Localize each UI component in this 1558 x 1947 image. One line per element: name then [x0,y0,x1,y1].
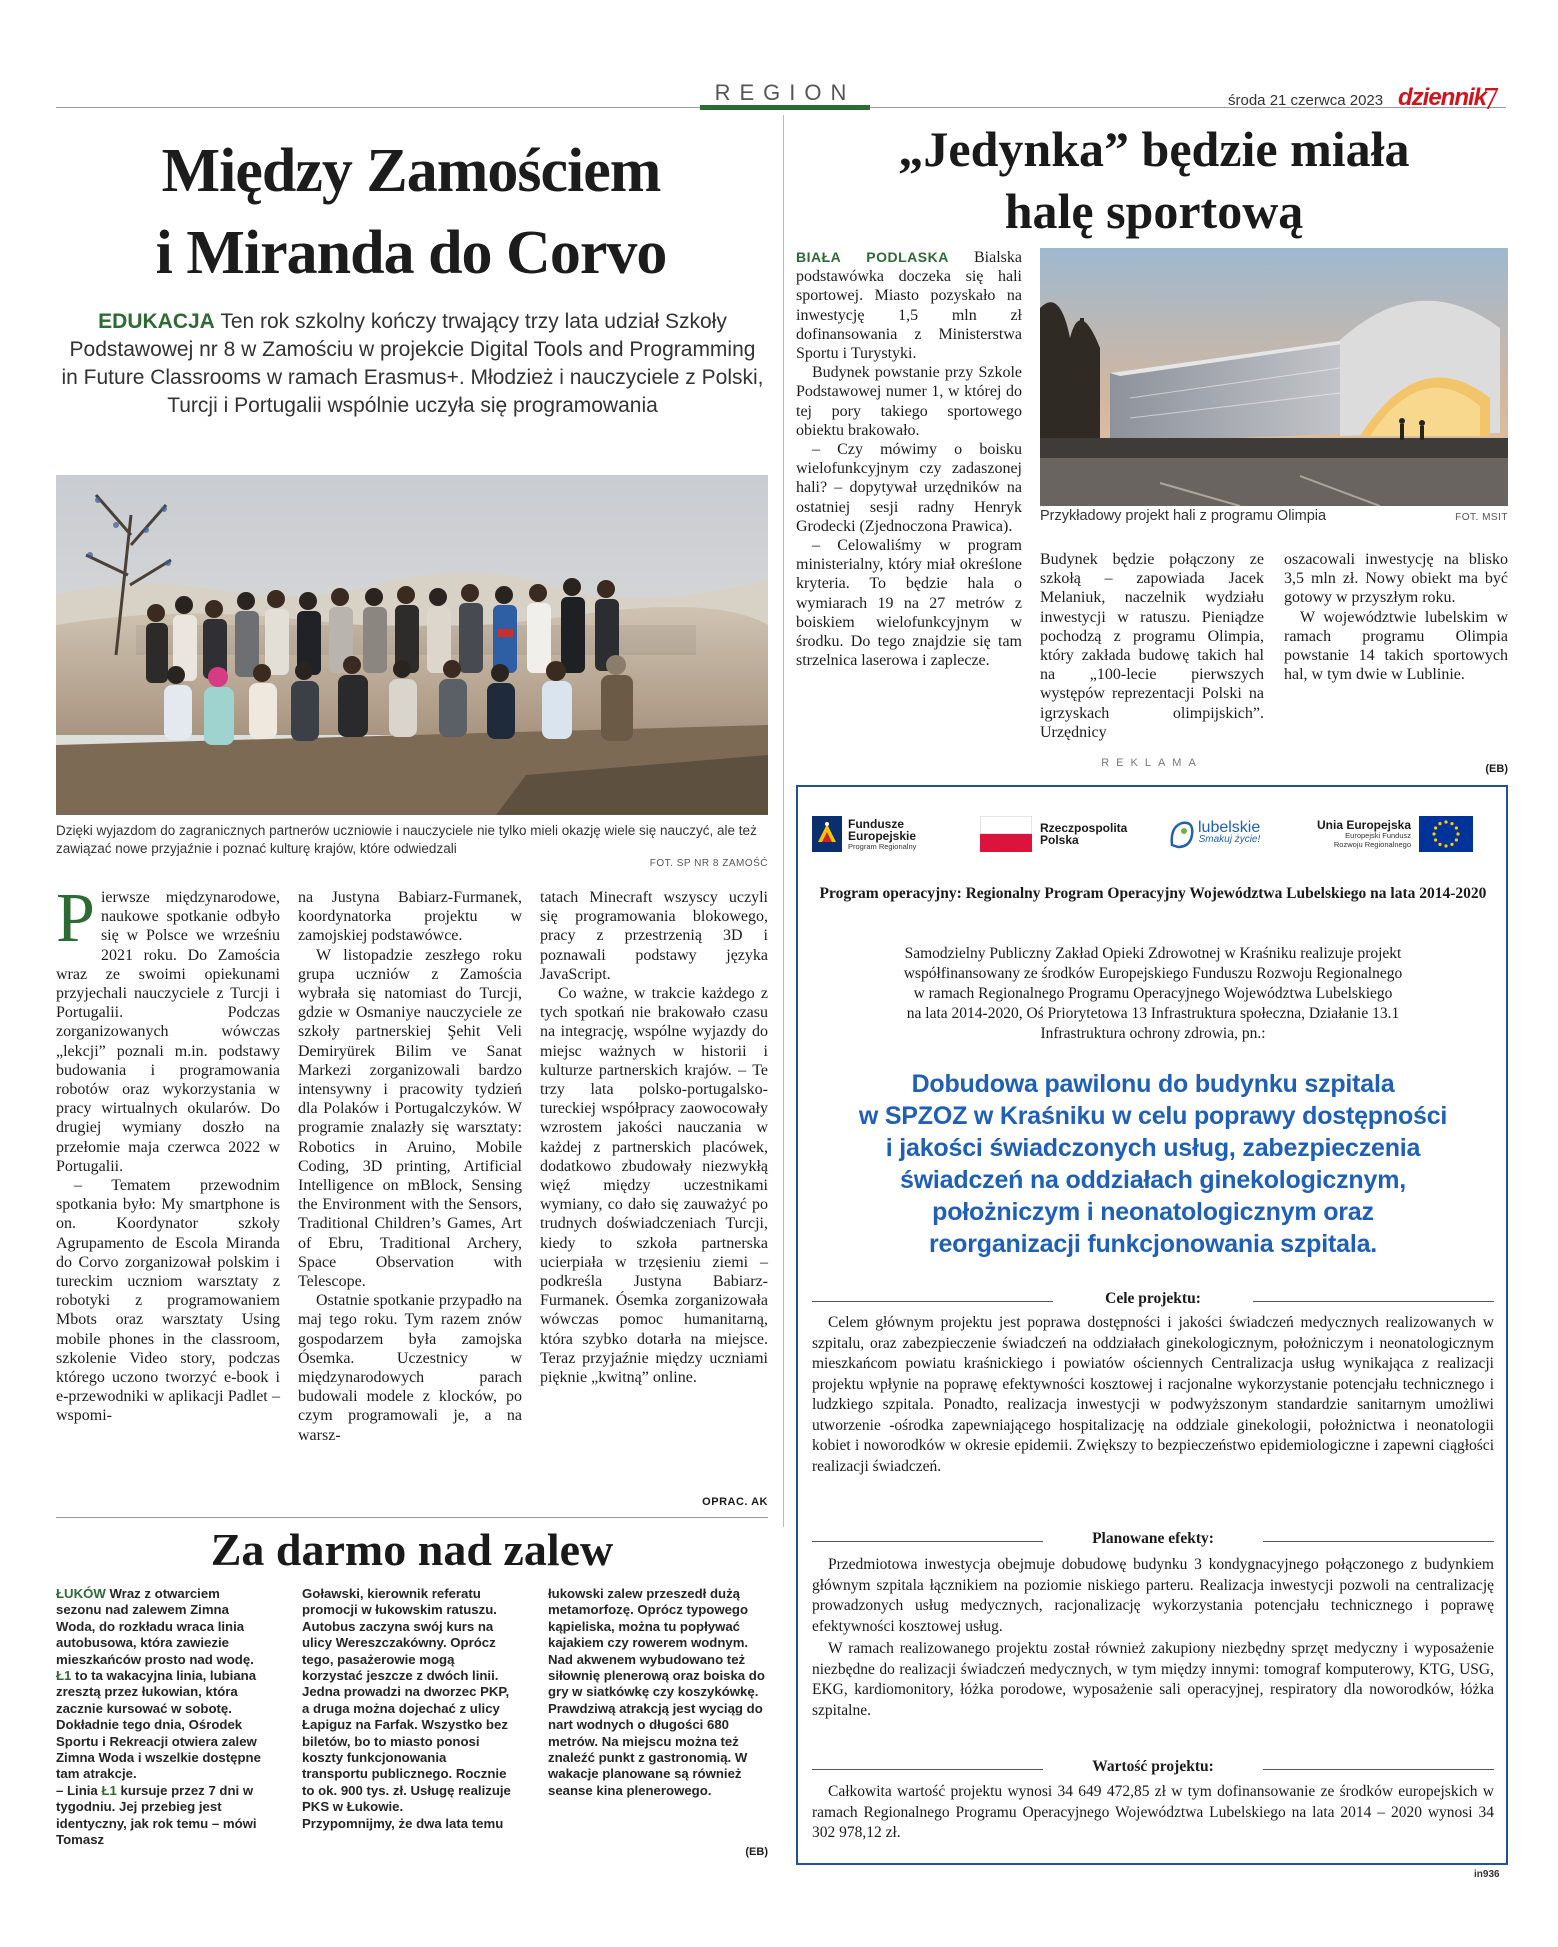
ad-title-line: położniczym i neonatologicznym oraz [932,1198,1374,1226]
article-paragraph: – Czy mówimy o boisku wielofunkcyjnym czy zadaszonej hali? – dopytywał urzędników na ostatniej sesji radny Henryk Grodecki (Zjednoczona Prawica). [796,441,1022,535]
ad-title-line: reorganizacji funkcjonowania szpitala. [928,1230,1378,1258]
article-paragraph: W województwie lubelskim w ramach programu Olimpia powstanie 14 takich sportowych hal, w tym dwie w Lublinie. [1284,608,1508,684]
funding-logos [812,798,1494,870]
photo-caption: Przykładowy projekt hali z programu Olimpia [1040,508,1327,524]
paragraph-text: kursuje przez 7 dni w tygodniu. Jej przebieg jest identyczny, jak rok temu – mówi Tomasz [56,1782,257,1848]
article-paragraph: tatach Minecraft wszyscy uczyli się programowania blokowego, pracy z przestrzenią 3D i poznawali podstawy języka JavaScript. [540,889,768,983]
column-divider [783,115,784,1527]
ad-title-line: w SPZOZ w Kraśniku w celu poprawy dostępności [858,1102,1448,1130]
ad-intro-line: w ramach Regionalnego Programu Operacyjnego Województwa Lubelskiego [913,985,1393,1002]
article-paragraph: W listopadzie zeszłego roku grupa uczniów z Zamościa wybrała się natomiast do Turcji, gdzie w Osmaniye nauczyciele ze szkoły partnerskiej Şehit Veli Demiryürek Bilim ve Sanat Markezi zorganizowali bardzo intensywny i pracowity tydzień dla Polaków i Portugalczyków. W programie znalazły się warsztaty: Robotics in Aruino, Mobile Coding, 3D printing, Artificial Intelligence on mBlock, Sensing the Environment with the Sensors, Traditional Children’s Games, Art of Ebru, Traditional Archery, Space Observation with Telescope. [298,946,522,1291]
ad-section-title: Cele projektu: [1053,1290,1253,1308]
article-title-line: i Miranda do Corvo [155,219,667,287]
eu-flag-icon [1419,816,1473,852]
polish-flag-icon [980,816,1032,852]
line-tag: Ł1 [56,1668,72,1684]
polish-flag-logo [980,798,1150,870]
article-lead [60,308,765,420]
ad-code: in936 [1474,1869,1500,1880]
page-number: 7 [1483,80,1499,116]
article-title: Za darmo nad zalew [210,1524,614,1575]
group-photo [56,475,768,815]
ad-title-line: Dobudowa pawilonu do budynku szpitala [911,1070,1395,1098]
lead-text: Ten rok szkolny kończy trwający trzy lata udział Szkoły Podstawowej nr 8 w Zamościu w projekcie Digital Tools and Programming in Future Classrooms w ramach Erasmus+. Młodzież i nauczyciele z Polski, Turcji i Portugalii wspólnie uczyła się programowania [61,310,764,417]
ad-section-header [812,1290,1494,1312]
logo-text: Rzeczpospolita [1040,821,1128,835]
photo-credit: FOT. SP NR 8 ZAMOŚĆ [649,858,768,869]
article-title-line: halę sportową [1004,183,1304,239]
article-separator [56,1517,768,1518]
article-column [56,1586,268,1849]
ad-intro-line: współfinansowany ze środków Europejskiego Funduszu Rozwoju Regionalnego [903,965,1403,982]
article-byline: (EB) [1485,763,1508,775]
advertisement-label: REKLAMA [1101,757,1203,769]
article-paragraph: Ostatnie spotkanie przypadło na maj tego roku. Tym razem znów gospodarzem była zamojska Ósemka. Uczestnicy w międzynarodowych parach budowali modele z klocków, po czym programowali je, a na warsz- [298,1292,522,1444]
ad-section-text: Przedmiotowa inwestycja obejmuje dobudowę budynku 3 kondygnacyjnego połączonego z budynkiem głównym szpitala łącznikiem na poziomie niskiego parteru. Realizacja inwestycji pozwoli na centralizację prowadzonych usług medycznych, racjonalizację wykorzystania potencjału technicznego i poprawę efektywności kosztowej usług. [812,1556,1494,1635]
article-byline: OPRAC. AK [702,1496,768,1508]
logo-text: Europejskie [848,828,917,843]
ad-intro-line: Samodzielny Publiczny Zakład Opieki Zdrowotnej w Kraśniku realizuje projekt [904,945,1402,962]
article-column [1284,550,1508,684]
article-paragraph: na Justyna Babiarz-Furmanek, koordynatorka projektu w zamojskiej podstawówce. [298,889,522,945]
article-title-line: Między Zamościem [161,137,661,205]
article-paragraph [56,880,280,1176]
article-paragraph: – Celowaliśmy w program ministerialny, który miał określone kryteria. To będzie hala o wymiarach 19 na 27 metrów z boiskiem wielofunkcyjnym w środku. Do tego znajdzie się tam strzelnica laserowa i zaplecze. [796,537,1022,670]
ad-project-title [812,1068,1494,1260]
logo-text: Unia Europejska [1317,818,1412,832]
logo-text: Rozwoju Regionalnego [1333,840,1412,849]
ad-title-line: i jakości świadczonych usług, zabezpieczenia [885,1134,1421,1162]
ad-program-name: Program operacyjny: Regionalny Program Operacyjny Województwa Lubelskiego na lata 2014-2020 [819,885,1487,902]
logo-text: Polska [1040,833,1079,847]
paragraph-text: to ta wakacyjna linia, lubiana zresztą przez łukowian, która zacznie kursować w sobotę. Dokładnie tego dnia, Ośrodek Sportu i Rekreacji otwiera zalew Zimna Woda i wszelkie dostępne tam atrakcje. [56,1668,261,1782]
ad-section-text: Całkowita wartość projektu wynosi 34 649 472,85 zł w tym dofinansowanie ze środków europejskich w ramach Regionalnego Programu Operacyjnego Województwa Lubelskiego na lata 2014 – 2020 wynosi 34 302 978,12 zł. [812,1783,1494,1841]
lead-tag: EDUKACJA [98,310,215,333]
article-paragraph [796,248,1022,363]
article-column [56,880,280,1426]
article-paragraph: Budynek będzie połączony ze szkołą – zapowiada Jacek Melaniuk, naczelnik wydziału inwestycji w ratuszu. Pieniądze pochodzą z programu Olimpia, który zakłada budowę takich hal na „100-lecie pierwszych występów reprezentacji Polski na igrzyskach olimpijskich”. Urzędnicy [1040,551,1264,741]
line-tag: Ł1 [101,1782,117,1798]
article-column [1040,550,1264,742]
ad-section-header [812,1758,1494,1780]
article-column [796,248,1022,670]
eu-funds-icon [812,816,842,852]
article-title [800,118,1508,242]
photo-caption: Dzięki wyjazdom do zagranicznych partnerów uczniowie i nauczyciele nie tylko mieli okazję wiele się nauczyć, ale też zawiązać nowe przyjaźnie i poznać kulturę krajów, które odwiedzali [56,823,757,856]
issue-date: środa 21 czerwca 2023 [1228,92,1384,109]
paragraph-text: Wraz z otwarciem sezonu nad zalewem Zimna Woda, do rozkładu wraca linia autobusowa, która zawiezie mieszkańców prosto nad wodę. [56,1586,254,1667]
article-paragraph: Co ważne, w trakcie każdego z tych spotkań nie brakowało czasu na integrację, wspólne wyjazdy do miejsc ważnych w historii i kulturze partnerskich krajów. – Te trzy lata polsko-portugalsko-tureckiej współpracy zaowocowały wzrostem jakości nauczania w każdej z partnerskich placówek, dodatkowo zbudowały niezwykłą więź między uczestnikami wymiany, co dało się zauważyć po trudnych doświadczeniach Turcji, kiedy to szkoła partnerska ucierpiała w trzęsieniu ziemi – podkreśla Justyna Babiarz-Furmanek. Ósemka zorganizowała wówczas pomoc humanitarną, która szybko dotarła na miejsce. Teraz przyjaźnie między uczniami pięknie „kwitną” online. [540,985,768,1387]
article-tag: ŁUKÓW [56,1586,106,1601]
ad-section-texts [812,1555,1494,1721]
ad-section-title: Planowane efekty: [1043,1530,1263,1548]
photo-credit: FOT. MSIT [1455,512,1508,523]
ad-section-text: W ramach realizowanego projektu został również zakupiony niezbędny sprzęt medyczny i wyposażenie niezbędne do realizacji świadczeń medycznych, w tym między innymi: tomograf komputerowy, KTG, USG, EKG, kardiomonitory, łóżka porodowe, wyposażenie sali operacyjnej, respiratory dla noworodków, łóżka szpitalne. [812,1640,1494,1719]
article-tag: BIAŁA PODLASKA [796,249,949,265]
sports-hall-rendering [1040,248,1508,506]
logo-text: Fundusze [848,816,904,831]
article-paragraph: – Tematem przewodnim spotkania było: My smartphone is on. Koordynator szkoły Agrupamento de Escola Miranda do Corvo zorganizował polskim i tureckim uczniom warsztaty z robotyki z programowaniem Mbots oraz warsztaty Using mobile phones in the classroom, szkolenie Video story, podczas którego uczono tworzyć e-book i e-przewodniki w aplikacji Padlet – wspomi- [56,1177,280,1425]
logo-text: Europejski Fundusz [1345,831,1412,840]
article-title [56,130,766,294]
article-column: łukowski zalew przeszedł dużą metamorfozę. Oprócz typowego kąpieliska, można tu popływać kajakiem czy rowerem wodnym. Nad akwenem wybudowano też siłownię plenerową oraz boiska do gry w siatkówkę czy koszykówkę. Prawdziwą atrakcją jest wyciąg do nart wodnych o długości 680 metrów. Na miejscu można też znaleźć punkt z gastronomią. W wakacje planowane są również seanse kina plenerowego. [548,1586,765,1798]
paragraph-text: – Linia [56,1782,102,1798]
article-column [540,888,768,1387]
ad-section-text: Celem głównym projektu jest poprawa dostępności i jakości świadczeń medycznych realizowanych w szpitalu, oraz zabezpieczenie świadczeń na oddziałach ginekologicznym, położniczym i neonatologicznym mieszkańcom powiatu kraśnickiego i powiatów ościennych Centralizacja usług wynikająca z realizacji projektu wpłynie na poprawę efektywności kosztowej i racjonalne wykorzystanie potencjału technicznego i ludzkiego szpitala. Ponadto, realizacja inwestycji w podwyższonym standardzie sanitarnym umożliwi utworzenie -ośrodka zapewniającego hospitalizację na oddziale ginekologii, położnictwa i neonatologii kobiet i noworodków w okresie epidemii. Zwiększy to bezpieczeństwo epidemiologiczne i zapewni ciągłości realizacji świadczeń. [812,1314,1494,1475]
paragraph-text: Goławski, kierownik referatu promocji w łukowskim ratuszu. Autobus zaczyna swój kurs na ulicy Wereszczakówny. Oprócz tego, pasażerowie mogą korzystać jeszcze z dwóch linii. Jedna prowadzi na dworzec PKP, a druga można dojechać z ulicy Łapiguz na Farfak. Wszystko bez biletów, bo to miasto ponosi koszty funkcjonowania transportu publicznego. Rocznie to ok. 900 tys. zł. Usługę realizuje PKS w Łukowie. [302,1586,511,1815]
newspaper-logo: dziennik [1398,84,1487,111]
article-paragraph: oszacowali inwestycję na blisko 3,5 mln zł. Nowy obiekt ma być gotowy w przyszłym roku. [1284,551,1508,607]
ad-section-title: Wartość projektu: [1043,1758,1263,1776]
logo-text: Smakuj życie! [1198,834,1261,845]
paragraph-text: ierwsze międzynarodowe, naukowe spotkanie odbyło się w Polsce we wrześniu 2021 roku. Do Zamościa wraz ze swoimi opiekunami przyjechali nauczyciele z Turcji i Portugalii. Podczas zorganizowanych wówczas „lekcji” poznali m.in. podstawy budowania i programowania robotów oraz wykorzystania w pracy wirtualnych okularów. Do drugiej wymiany doszło na przełomie maja czerwca 2022 w Portugalii. [56,889,280,1175]
article-paragraph: Budynek powstanie przy Szkole Podstawowej numer 1, w której do tej pory takiego sportowego obiektu brakowało. [796,364,1022,439]
lubelskie-icon [1168,819,1196,849]
drop-cap: P [56,880,95,957]
ad-section-header [812,1530,1494,1552]
lubelskie-logo [1168,798,1298,870]
ad-intro-line: Infrastruktura ochrony zdrowia, pn.: [1040,1025,1266,1042]
eu-logo [1317,798,1495,870]
ad-title-line: świadczeń na oddziałach ginekologicznym, [899,1166,1406,1194]
article-byline: (EB) [745,1846,768,1858]
ad-intro-line: na lata 2014-2020, Oś Priorytetowa 13 Infrastruktura społeczna, Działanie 13.1 [906,1005,1400,1022]
article-title-line: „Jedynka” będzie miała [898,121,1410,177]
section-label: REGION [714,80,856,105]
logo-text: lubelskie [1198,819,1261,836]
paragraph-text: Przypomnijmy, że dwa lata temu [302,1815,504,1831]
article-column [298,888,522,1445]
ad-intro [812,944,1494,1044]
article-column [302,1586,514,1832]
logo-text: Program Regionalny [848,841,917,851]
paragraph-text: Bialska podstawówka doczeka się hali sportowej. Miasto pozyskało na inwestycję 1,5 mln zł dofinansowania z Ministerstwa Sportu i Turystyki. [796,249,1022,363]
eu-funds-logo [812,798,962,870]
